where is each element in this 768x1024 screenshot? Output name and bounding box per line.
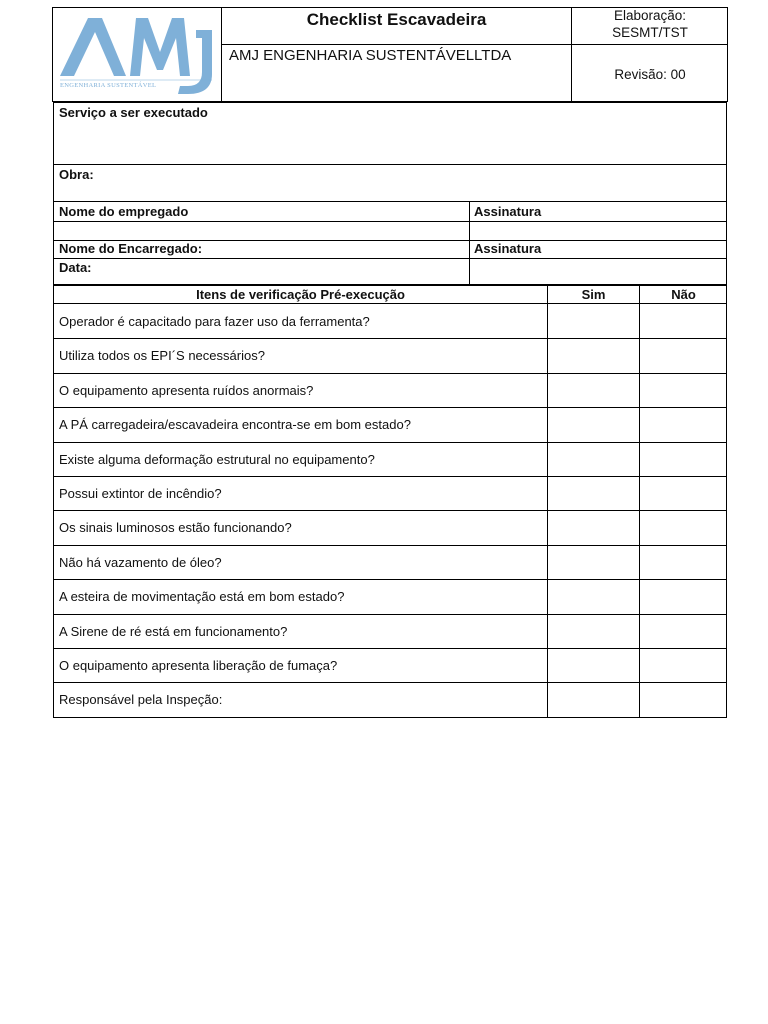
data-label: Data: [59,260,92,275]
checklist-header-sim: Sim [581,287,606,302]
assinatura-label-1: Assinatura [474,204,542,219]
empregado-label: Nome do empregado [59,204,189,219]
company-logo [56,8,218,98]
checklist-nao-cell[interactable] [640,373,727,407]
empregado-field[interactable] [54,222,468,240]
checklist-item-label: Possui extintor de incêndio? [59,486,222,501]
checklist-item-label: Os sinais luminosos estão funcionando? [59,520,292,535]
data-field[interactable] [100,259,468,285]
checklist-sim-cell[interactable] [548,373,639,407]
elaboracao-value: SESMT/TST [612,25,688,40]
logo-tagline: ENGENHARIA SUSTENTÁVEL [60,82,157,89]
assinatura-field-2[interactable] [470,259,726,285]
checklist-item-label: O equipamento apresenta ruídos anormais? [59,383,314,398]
assinatura-field-1[interactable] [470,222,726,240]
checklist-item-label: Responsável pela Inspeção: [59,692,223,707]
checklist-sim-cell[interactable] [548,682,639,716]
checklist-nao-cell[interactable] [640,579,727,613]
checklist-nao-cell[interactable] [640,648,727,682]
checklist-nao-cell[interactable] [640,407,727,441]
revisao-label: Revisão: 00 [614,67,686,82]
checklist-nao-cell[interactable] [640,614,727,648]
servico-label: Serviço a ser executado [59,105,208,120]
page-title: Checklist Escavadeira [306,10,487,29]
checklist-nao-cell[interactable] [640,304,727,338]
checklist-nao-cell[interactable] [640,545,727,579]
checklist-sim-cell[interactable] [548,545,639,579]
encarregado-label: Nome do Encarregado: [59,241,203,256]
company-name: AMJ ENGENHARIA SUSTENTÁVELLTDA [229,47,512,64]
checklist-sim-cell[interactable] [548,338,639,372]
checklist-item-label: A esteira de movimentação está em bom estado? [59,589,345,604]
checklist-nao-cell[interactable] [640,682,727,716]
checklist-item-label: Não há vazamento de óleo? [59,555,222,570]
checklist-item-label: Operador é capacitado para fazer uso da ferramenta? [59,314,370,329]
checklist-item-label: O equipamento apresenta liberação de fumaça? [59,658,338,673]
checklist-nao-cell[interactable] [640,442,727,476]
checklist-item-label: A PÁ carregadeira/escavadeira encontra-se em bom estado? [59,417,411,432]
checklist-sim-cell[interactable] [548,648,639,682]
checklist-sim-cell[interactable] [548,442,639,476]
checklist-nao-cell[interactable] [640,510,727,544]
checklist-nao-cell[interactable] [640,476,727,510]
checklist-item-label: Existe alguma deformação estrutural no equipamento? [59,452,375,467]
checklist-sim-cell[interactable] [548,510,639,544]
checklist-sim-cell[interactable] [548,579,639,613]
obra-label: Obra: [59,167,94,182]
checklist-nao-cell[interactable] [640,338,727,372]
checklist-sim-cell[interactable] [548,476,639,510]
checklist-sim-cell[interactable] [548,304,639,338]
checklist-sim-cell[interactable] [548,407,639,441]
checklist-item-label: Utiliza todos os EPI´S necessários? [59,348,265,363]
elaboracao-label: Elaboração: [613,8,687,23]
servico-field[interactable] [54,122,726,164]
assinatura-label-2: Assinatura [474,241,542,256]
checklist-item-label: A Sirene de ré está em funcionamento? [59,624,288,639]
checklist-header-item: Itens de verificação Pré-execução [196,287,405,302]
checklist-sim-cell[interactable] [548,614,639,648]
checklist-header-nao: Não [671,287,696,302]
